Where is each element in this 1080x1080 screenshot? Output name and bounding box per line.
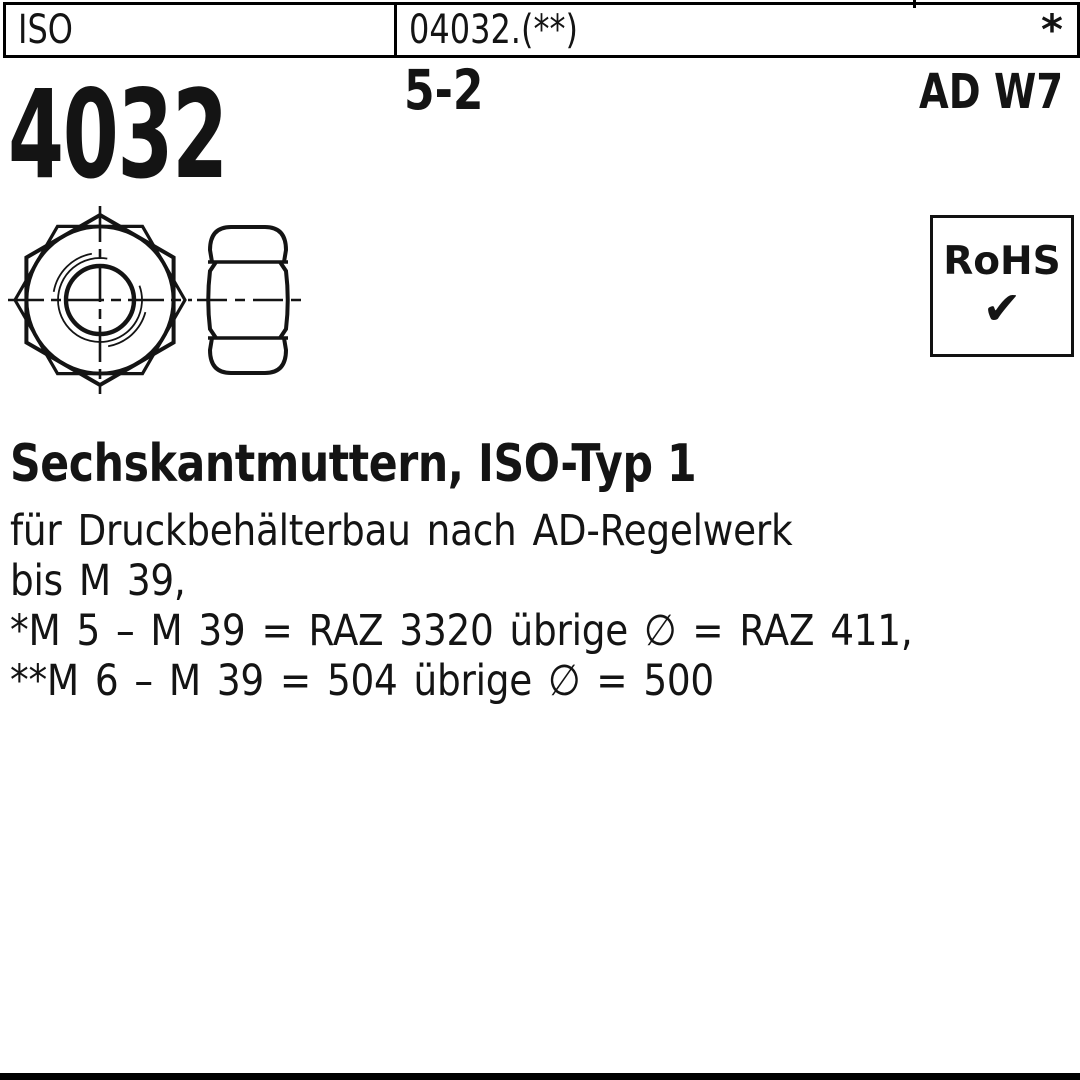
hex-nut-side-view <box>197 227 301 373</box>
description-line: **M 6 – M 39 = 504 übrige ∅ = 500 <box>10 656 714 706</box>
standard-org-label: ISO <box>18 7 73 53</box>
technical-drawing <box>0 193 312 407</box>
header-cell-article-code <box>397 5 1077 55</box>
description-line: für Druckbehälterbau nach AD-Regelwerk <box>10 506 793 556</box>
strength-class-label: 5-2 <box>404 58 484 122</box>
check-icon: ✔ <box>982 281 1022 335</box>
approval-mark-label: AD W7 <box>918 64 1063 120</box>
rohs-label: RoHS <box>943 239 1061 284</box>
bottom-face-outline <box>210 338 286 373</box>
article-code-label: 04032.(**) <box>409 7 578 53</box>
rohs-badge <box>930 215 1074 357</box>
bottom-bar <box>0 1073 1080 1080</box>
asterisk-marker: * <box>1041 5 1063 54</box>
header-table <box>3 2 1080 58</box>
description-line: bis M 39, <box>10 556 186 606</box>
hex-nut-front-view <box>8 206 192 394</box>
product-description <box>10 506 1047 706</box>
description-line: *M 5 – M 39 = RAZ 3320 übrige ∅ = RAZ 411, <box>10 606 913 656</box>
page-title-text: Sechskantmuttern, ISO-Typ 1 <box>10 434 697 494</box>
header-table-tick <box>913 0 916 8</box>
top-face-outline <box>210 227 286 262</box>
header-cell-standard-org <box>6 5 397 55</box>
standard-number: 4032 <box>8 64 227 206</box>
page-title <box>10 434 847 494</box>
